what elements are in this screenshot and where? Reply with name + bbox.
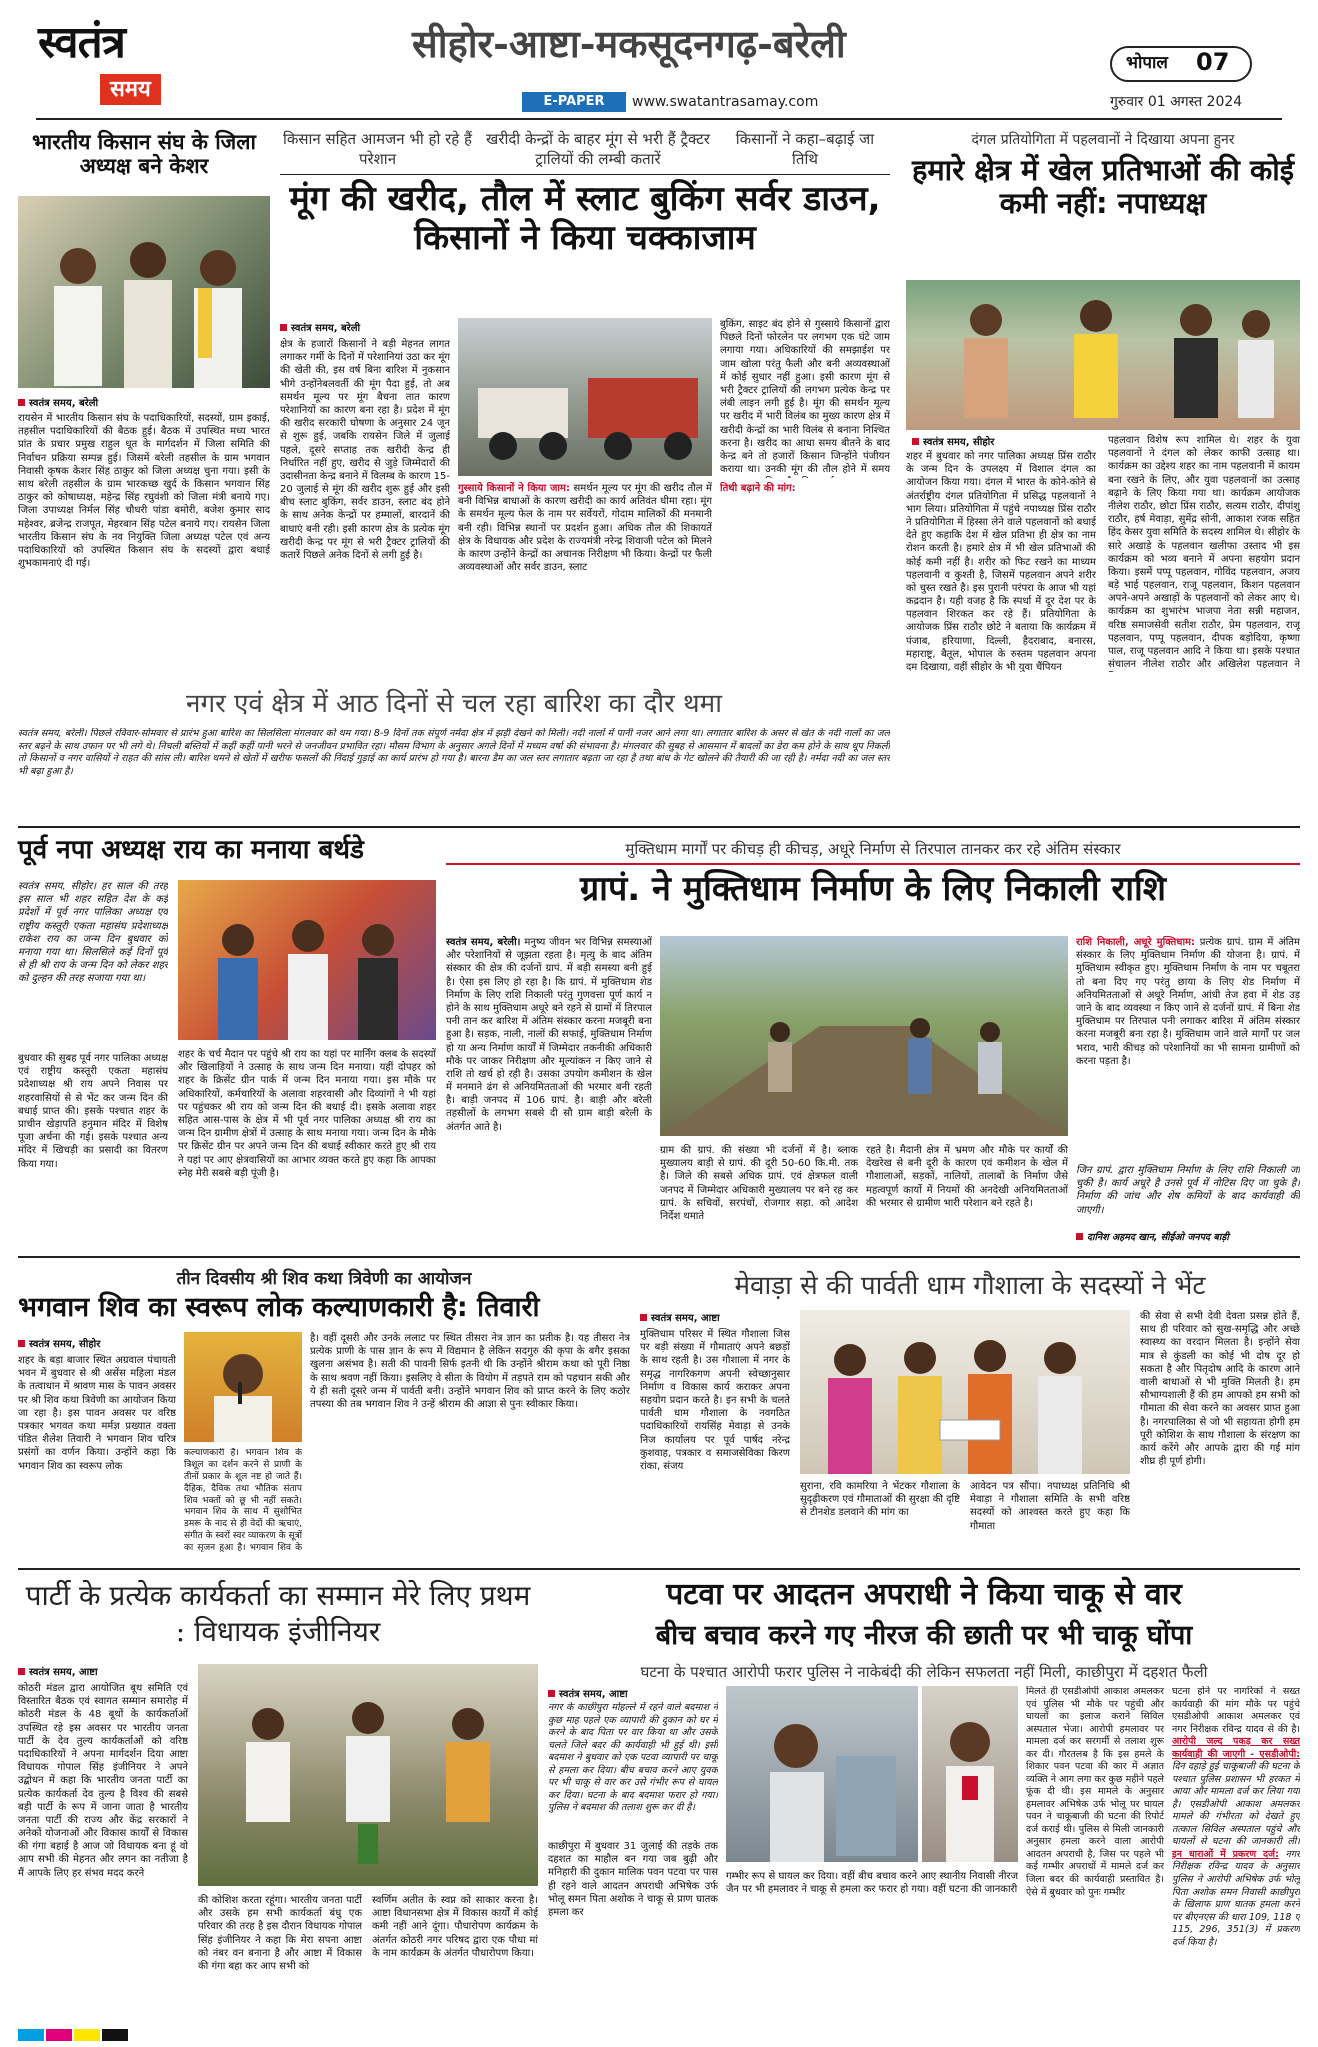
- intro: नगर के काछीपुरा मोहल्ले में रहने वाले बदमाश ने कुछ माह पहले एक व्यापारी की दुकान को घर में करने के बाद पिता पर वार किया था और उसके चलते जिले बदर की कार्यवाही भी हुई थी। इसी बदमाश ने बुधवार को एक पटवा व्यापारी पर चाकू से हमला कर दिया। बीच बचाव करने आए युवक पर भी चाकू से वार कर उसे गंभीर रूप से घायल कर दिया। घटना के बाद बदमाश फरार हो गया। पुलिस ने बदमाश की तलाश शुरू कर दी है।: [548, 1702, 718, 1814]
- column-4b-text: दिन दहाड़े हुई चाकूबाजी की घटना के पश्चात पुलिस प्रशासन भी हरकत में आया और मामला दर्ज कर लिया गया है। एसडीओपी आकाश अमलकर मामले की गंभीरता को देखते हुए तत्काल सिविल अस्पताल पहुंचे और घायलों से घटना की जानकारी ली।: [1172, 1761, 1300, 1848]
- column-2: पहलवान विशेष रूप शामिल थे। शहर के युवा पहलवानों ने दंगल को लेकर काफी उत्साह था। कार्यक्रम का उद्देश्य शहर का नाम पहलवानी में कायम बना रखने के लिए, और युवा पहलवानों का उत्साह बढ़ाने के लिए किया गया था। कार्यक्रम आयोजक नीलेश राठौर, छोटा प्रिंस राठौर, सत्यम राठौर, दीपांशु राठौर, हर्ष मेवाड़ा, सुमेंद्र सोनी, आकाश रजक सहित हिंद केसर युवा समिति के सदस्य शामिल थे। सीहोर के सारे अखाड़े के पहलवान खलीफा उस्ताद भी इस कार्यक्रम को भव्य बनाने में अपना सहयोग प्रदान किया। इसमें पप्पू पहलवान, गोविंद पहलवान, अजय बड़े भाई पहलवान, राजू पहलवान, किशन पहलवान अपने-अपने अखाड़ों के पहलवानों को लेकर आए थे। कार्यक्रम का शुभारंभ भाजपा नेता सन्नी महाजन, वरिष्ठ समाजसेवी सतीश राठौर, प्रेम पहलवान, राजू पहलवान, पप्पू पहलवान, दीपक बड़ोदिया, कृष्णा पाल, राजू पहलवान आदि ने किया था। इसके पश्चात संचालन नीलेश राठौर और अखिलेश पहलवान ने: [1108, 435, 1300, 671]
- official-quote: जिन ग्रापं. द्वारा मुक्तिधाम निर्माण के लिए राशि निकाली जा चुकी है। कार्य अधूरे है उनसे पूर्व में नोटिस दिए जा चुके है। निर्माण की जांच और शेष कमियों के बाद कार्यवाही की जाएगी।: [1076, 1165, 1300, 1216]
- byline: स्वतंत्र समय, सीहोर: [18, 1336, 100, 1350]
- headline: ग्रापं. ने मुक्तिधाम निर्माण के लिए निकाली राशि: [580, 869, 1166, 909]
- byline: स्वतंत्र समय, बरेली: [18, 395, 98, 409]
- headline: पार्टी के प्रत्येक कार्यकर्ता का सम्मान मेरे लिए प्रथम : विधायक इंजीनियर: [25, 1579, 531, 1649]
- column-3-heading: तिथी बढ़ाने की मांग:: [720, 483, 796, 494]
- speaker-illustration: [184, 1332, 302, 1442]
- photo-tractors: [458, 318, 712, 476]
- headline-line-1: पटवा पर आदतन अपराधी ने किया चाकू से वार: [666, 1577, 1182, 1612]
- photo-victim: [922, 1686, 1018, 1862]
- subhead-3: किसानों ने कहा–बढ़ाई जा तिथि: [735, 130, 875, 168]
- plantation-illustration: [198, 1664, 538, 1886]
- subhead-rule: [280, 174, 890, 175]
- story-shiv-katha: [18, 1266, 630, 1556]
- column-2: गम्भीर रूप से घायल कर दिया। वहीं बीच बचाव करने आए स्थानीय निवासी नीरज जैन पर भी हमलावर ने चाकू से हमला कर फरार हो गया। वहीं घटना की जानकारी: [726, 1871, 1018, 1896]
- headline: भगवान शिव का स्वरूप लोक कल्याणकारी है: तिवारी: [18, 1292, 540, 1323]
- story-kisan-sangh: [18, 130, 270, 678]
- photo-shiv-katha: [184, 1332, 302, 1442]
- photo-karyakarta: [198, 1664, 538, 1886]
- story-dangal: [906, 130, 1300, 678]
- byline: स्वतंत्र समय, आष्टा: [548, 1686, 628, 1700]
- column-2: शहर के चर्च मैदान पर पहुंचे श्री राय का यहां पर मार्निंग क्लब के सदस्यों और खिलाड़ियों ने उत्साह के साथ जन्म दिन मनाया। यहीं दोपहर को शहर के क्रिसेंट ग्रीन पार्क में जन्म दिन मनाया गया। इस मौके पर अधिकारियों, कर्मचारियों के अलावा शहरवासी और दिव्यांगों ने भी यहां पर पहुंचकर श्री राय को जन्म दिन की बधाई दी। इसके अलावा शहर सहित आस-पास के क्षेत्र में भी पूर्व नगर पालिका अध्यक्ष श्री राय का जन्म दिन ग्रामीण क्षेत्रों में उत्साह के साथ मनाया गया। जन्म दिन के मौके पर क्रिसेंट ग्रीन पर अपने जन्म दिन की बधाई स्वीकार करते हुए श्री राय ने यहां पर आए क्षेत्रवासियों का आभार व्यक्त करते हुए कहा कि आपका स्नेह मेरी सबसे बड़ी पूंजी है।: [178, 1049, 436, 1179]
- body: स्वतंत्र समय, बरेली। पिछले रविवार-सोमवार से प्रारंभ हुआ बारिश का सिलसिला मंगलवार को थम गया। 8-9 दिनों तक संपूर्ण नर्मदा क्षेत्र में झड़ी देखने को मिली। नदी नालों में पानी नजर आने लगा था। लगातार बारिश के असर से खेत के नदी नालों का जल स्तर बढ़ने के साथ उफान पर भी लगे थे। निचली बस्तियों में कहीं कहीं पानी भरने से जनजीवन प्रभावित रहा। मौसम विभाग के अनुसार अगले दिनों में मध्यम वर्षा की संभावना है। मंगलवार की सुबह से आसमान में बादलों का डेरा कम होने के साथ धूप निकली तो किसानों व नगर वासियों ने राहत की सांस ली। बारिश थमने से खेतों में खरीफ फसलों की निंदाई गुड़ाई का कार्य प्रारंभ हो गया है। बारना डैम का जल स्तर लगातार बढ़ता जा रहा है तथा बांध के गेट खोलने की तैयारी की जा रही है। नर्मदा नदी का जल स्तर भी बढ़ा हुआ है।: [18, 728, 890, 777]
- column-2: ग्राम की ग्रापं. की संख्या भी दर्जनों में है। ब्लाक मुख्यालय बाड़ी से ग्रापं. की दूरी 50-60 कि.मी. तक है। जिले की सबसे अधिक ग्रापं. एवं क्षेत्रफल वाली जनपद में जिम्मेदार अधिकारी मुख्यालय पर बने रह कर ग्रापं. के सचिवों, सरपंचों, रोजगार सहा. को आदेश निर्देश थमाते: [660, 1145, 858, 1222]
- column-3: बुकिंग, साइट बंद होने से गुस्साये किसानों द्वारा पिछले दिनों फोरलेन पर लगभग एक घंटे जाम लगाया गया। अधिकारियों की समझाईश पर जाम खोला परंतु फैली और बनी अव्यवस्थाओं में कोई सुधार नहीं हुआ। इसी कारण मूंग से भरी ट्रैक्टर ट्रालियों की लगभग प्रत्येक केन्द्र पर लंबी लाइन लगी हुई है। मूंग की समर्थन मूल्य पर खरीद में भारी विलंब का मुख्य कारण क्षेत्र में खरीदी केन्द्रों का भारी विलंब से बनाना निश्चित करना है। खरीद का आधा समय बीतने के बाद केन्द्र बने तो हजारों किसान जिन्होंने पंजीयन कराया था। उनकी मूंग की तौल होने में समय: [720, 319, 890, 476]
- photo-muktidham: [660, 936, 1068, 1136]
- headline-line-2: बीच बचाव करने गए नीरज की छाती पर भी चाकू घोंपा: [655, 1620, 1193, 1651]
- photo-kisan-sangh: [18, 196, 270, 388]
- headline: मूंग की खरीद, तौल में स्लाट बुकिंग सर्वर डाउन, किसानों ने किया चक्काजाम: [289, 179, 881, 259]
- section-rule-2: [18, 1256, 1300, 1258]
- column-3: रहते है। मैदानी क्षेत्र में भ्रमण और मौके पर कार्यों की देखरेख से बनी दूरी के कारण एवं कमीशन के खेल में गौशालाओं, सड़कों, नालियों, तालाबों के निर्माण जैसे महत्वपूर्ण कार्यो में नियमों की अनदेखी अनियमितताओं की भरमार से ग्रामीण भारी परेशान बने रहते है।: [866, 1145, 1068, 1209]
- column-3b: [720, 482, 890, 674]
- masthead-rule: [36, 118, 1282, 120]
- column-4: [1172, 1686, 1300, 1994]
- byline: स्वतंत्र समय, आष्टा: [18, 1664, 98, 1678]
- logo-line-2: समय: [100, 74, 161, 105]
- story-moong: [280, 130, 890, 678]
- logo-line-1: स्वतंत्र: [38, 17, 125, 68]
- photo-gaushala: [800, 1310, 1130, 1474]
- column-4-heading: आरोपी जल्द पकड़ कर सख्त कार्यवाही की जाएगी - एसडीओपी:: [1172, 1736, 1300, 1760]
- column-4-heading-2: इन धाराओं में प्रकरण दर्ज:: [1172, 1848, 1279, 1860]
- headline: हमारे क्षेत्र में खेल प्रतिभाओं की कोई कमी नहीं: नपाध्यक्ष: [911, 153, 1295, 221]
- wrestlers-illustration: [906, 280, 1300, 430]
- story-weather: [18, 684, 890, 816]
- column-2: [458, 482, 712, 674]
- celebration-illustration: [178, 880, 436, 1040]
- subhead-2: खरीदी केन्द्रों के बाहर मूंग से भरी हैं ट्रैक्टर ट्रालियों की लम्बी कतारें: [486, 130, 710, 168]
- column-1: कोठरी मंडल द्वारा आयोजित बूथ समिति एवं विस्तारित बैठक एवं स्वागत सम्मान समारोह में कोठरी मंडल के 48 बूथों के कार्यकर्ताओं उपस्थित रहे इस अवसर पर भारतीय जनता पार्टी के देव तुल्य कार्यकर्ताओं को वरिष्ठ पदाधिकारियों ने अपना मार्गदर्शन दिया आष्टा विधायक गोपाल सिंह इंजीनियर ने अपने उद्बोधन में कहा कि भारतीय जनता पार्टी का प्रत्येक कार्यकर्ता देव तुल्य है विश्व की सबसे बड़ी पार्टी के रूप में जाना जाता है भारतीय जनता पार्टी की राज्य और केंद्र सरकारों ने अनेकों योजनाओं और विकास कार्यों से विकास की गंगा बहाई है आज जो विधायक बना हूं वो आप सभी की मेहनत और लगन का नतीजा है मैं आपके लिए हर संभव मदद करने: [18, 1683, 188, 1879]
- column-2: की कोशिश करता रहूंगा। भारतीय जनता पार्टी और उसके हम सभी कार्यकर्ता बंधु एक परिवार की तरह है इस दौरान विधायक गोपाल सिंह इंजीनियर ने कहा कि मेरा सपना आष्टा को नंबर वन बनाना है और आष्टा में विकास की गंगा बहा कर आप सभी को: [198, 1895, 362, 1972]
- quote-credit: दानिश अहमद खान, सीईओ जनपद बाड़ी: [1076, 1230, 1300, 1243]
- headline: मेवाड़ा से की पार्वती धाम गौशाला के सदस्यों ने भेंट: [734, 1271, 1206, 1301]
- muddy-path-illustration: [660, 936, 1068, 1136]
- section-rule-3: [18, 1568, 1300, 1570]
- story-gaushala: [640, 1266, 1300, 1556]
- byline: स्वतंत्र समय, सीहोर: [912, 434, 994, 448]
- city-badge: [1110, 46, 1252, 82]
- kicker: दंगल प्रतियोगिता में पहलवानों ने दिखाया अपना हुनर: [971, 132, 1235, 148]
- photo-birthday: [178, 880, 436, 1040]
- story-birthday: [18, 836, 436, 1336]
- byline: स्वतंत्र समय, बरेली।: [446, 937, 521, 948]
- body: रायसेन में भारतीय किसान संघ के पदाधिकारियों, सदस्यों, ग्राम इकाई, तहसील पदाधिकारियों की बैठक हुई। बैठक में उपस्थित मध्य भारत प्रांत के प्रचार प्रमुख राहुल धूत के मार्गदर्शन में जिला समिति की निर्वाचन प्रक्रिया सम्पन्न हुई। जिसमें बरेली तहसील के ग्राम भगवान निवासी कृषक केशर सिंह ठाकुर को जिला अध्यक्ष चुना गया। इसी के साथ बरेली तहसील के ग्राम भारकच्छ खुर्द के किसान भगवान सिंह ठाकुर को कोषाध्यक्ष, महेन्द्र सिंह रघुवंशी को जिला मंत्री बनाये गए। जिला उपाध्यक्ष निर्मल सिंह चौधरी पांडा बमोरी, बजेश कुमार साद महेश्वर, ब्रजेन्द्र राजपूत, मेहरबान सिंह पटेल बनाये गए। रायसेन जिला भारतीय किसान संघ के नव नियुक्ति जिला अध्यक्ष पटेल एवं अन्य पदाधिकारियों को उपस्थित किसान संघ के सदस्यों द्वारा बधाई शुभकामनाएं दी गई।: [18, 413, 270, 570]
- issue-date: गुरुवार 01 अगस्त 2024: [1110, 94, 1243, 110]
- column-3: आवेदन पत्र सौंपा। नपाध्यक्ष प्रतिनिधि श्री मेवाड़ा ने गौशाला समिति के सभी वरिष्ठ सदस्यों को आश्वस्त करते हुए कहा कि गौमाता: [970, 1481, 1130, 1532]
- section-rule-1: [18, 826, 1300, 828]
- column-4-text: घटना होने पर नागरिकों ने सख्त कार्यवाही की मांग मौके पर पहुंचे एसडीओपी आकाश अमलकर एवं नगर निरीक्षक रविन्द्र यादव से की है।: [1172, 1686, 1300, 1735]
- intro: स्वतंत्र समय, सीहोर। हर साल की तरह इस साल भी शहर सहित देश के कई प्रदेशों में पूर्व नगर पालिका अध्यक्ष एवं राष्ट्रीय कस्तूरी एकता महासंघ प्रदेशाध्यक्ष राकेश राय का जन्म दिन बुधवार को मनाया गया था। सिलसिले कई दिनों पूर्व से ही श्री राय के जन्म दिन को लेकर शहर को दुल्हन की तरह सजाया गया था।: [18, 881, 168, 985]
- subhead-1: किसान सहित आमजन भी हो रहे हैं परेशान: [282, 130, 472, 168]
- color-registration-bar: [18, 2026, 1300, 2040]
- headline: पूर्व नपा अध्यक्ष राय का मनाया बर्थडे: [18, 835, 364, 865]
- column-1: क्षेत्र के हजारों किसानों ने बड़ी मेहनत लागत लगाकर गर्मी के दिनों में परेशानियां उठा कर मूंग की खेती की, इस वर्ष बिना बारिश में नुकसान भीगे उन्होंनेबलवर्ती की मूंग पैदा हुई, तो अब समर्थन मूल्य पर मूंग बैचना तात कारण परेशानियों का कारण बना रहा है। प्रदेश में मूंग की खरीद सरकारी घोषणा के अनुसार 24 जून से शुरू हुई, जबकि रायसेन जिले में जुलाई पहले, दूसरे सप्ताह तक खरीदी केन्द्र ही निर्धारित नहीं हुए, खरीद से जुड़े जिम्मेदारों की उदासीनता केन्द्र बनाने में विलम्ब के कारण 15-20 जुलाई से मूंग की खरीद शुरू हुई और इसी बीच स्लाट बुकिंग, सर्वर डाउन, स्लाट बंद होने के साथ अनेक केन्द्रों पर हम्मालों, बारदानें की बाधाएं बनी रही। इसी कारण क्षेत्र के प्रत्येक मूंग खरीदी केन्द्र पर मूंग से भरी ट्रैक्टर ट्रालियों की कतारें पिछले अनेक दिनों से लगी हुई है।: [280, 339, 450, 561]
- masthead: [0, 0, 1318, 118]
- column-2-text: समर्थन मूल्य पर मूंग की खरीद तौल में बनी विभिन्न बाधाओं के कारण खरीदी का कार्य अतिवंत धीमा रहा। मूंग के समर्थन मूल्य फेल के नाम पर सर्वेयरों, गोदाम मालिकों की मनमानी बनी रही। विभिन्न स्थानों पर प्रदर्शन हुआ। अधिक तौल की शिकायतें क्षेत्र के विधायक और प्रदेश के राज्यमंत्री नरेन्द्र शिवाजी पटेल को मिलने के कारण उन्होंने केन्द्रों का अचानक निरीक्षण भी किया। केन्द्रों पर फैली अव्यवस्थाओं और सर्वर डाउन, स्लाट: [458, 483, 712, 574]
- column-4: [1076, 936, 1300, 1158]
- epaper-label: E-PAPER: [522, 92, 626, 112]
- injured-man-illustration: [726, 1686, 918, 1862]
- column-4: की सेवा से सभी देवी देवता प्रसन्न होते हैं, साथ ही परिवार को सुख-समृद्धि और अच्छे स्वास्थ्य का वरदान मिलता है। इन्होंने सेवा मात्र से कुंडली का कोई भी दोष दूर हो सकता है और पितृदोष आदि के कारण आने वाली बाधाओं से भी मुक्ति मिलती है। हम सौभाग्यशाली हैं की हम आपको हम सभी को गौमाता की सेवा करने का अवसर प्राप्त हुआ है। नगरपालिका से जो भी सहायता होगी हम पूरी कोशिश के साथ गौशाला के संरक्षण का कार्य करेंगे और आपके द्वारा की गई मांग शीघ्र ही पूर्ण होगी।: [1140, 1311, 1300, 1468]
- column-3: है। वहीं दूसरी और उनके ललाट पर स्थित तीसरा नेत्र ज्ञान का प्रतीक है। यह तीसरा नेत्र प्रत्येक प्राणी के पास ज्ञान के रूप में विद्यमान है लेकिन सदगुरु की कृपा के बगैर इसका खुलना असंभव है। सती की पावनी सिर्फ इतनी थी कि उन्होंने श्रीराम कथा को पूरी निष्ठा के साथ श्रवण नहीं किया। इसलिए वे सीता के वियोग में तड़पते राम को पहचान सकी और ये ही सती दूसरे जन्म में पार्वती बनी। उन्होंने भगवान शिव को प्राप्त करने के लिए कठोर तपस्या की तब भगवान शिव ने उन्हें श्रीराम की आज्ञा से पुनः स्वीकार किया।: [310, 1333, 630, 1410]
- tractor-queue-illustration: [458, 318, 712, 476]
- headline: भारतीय किसान संघ के जिला अध्यक्ष बने केशर: [32, 130, 256, 179]
- byline: स्वतंत्र समय, बरेली: [280, 320, 360, 334]
- byline: स्वतंत्र समय, आष्टा: [640, 1310, 720, 1324]
- subhead: घटना के पश्चात आरोपी फरार पुलिस ने नाकेबंदी की लेकिन सफलता नहीं मिली, काछीपुरा में दहशत फैली: [640, 1663, 1208, 1681]
- website-link[interactable]: www.swatantrasamay.com: [632, 94, 819, 110]
- column-2: सुराना, रवि कामरिया ने भेंटकर गौशाला के सुदृढ़ीकरण एवं गौमाताओं की सुरक्षा की दृष्टि से टीनशेड डलवाने की मांग का: [800, 1481, 960, 1519]
- column-1: मुक्तिधाम परिसर में स्थित गौशाला जिस पर बड़ी संख्या में गौमाताएं अपने बछड़ों के साथ रहती है। उस गौशाला में नगर के समृद्ध नागरिकगण अपनी स्वेच्छानुसार निर्माण व विकास कार्य कराकर अपना सहयोग प्रदान करते है। इन सभी के चलते पार्वती धाम गौशाला के नवगठित पदाधिकारियों रायसिंह मेवाड़ा से उनके निज कार्यालय पर पूर्व पार्षद नरेन्द्र कुशवाह, पत्रकार व समाजसेविका किरण रांका, संजय: [640, 1329, 790, 1472]
- story-muktidham: [446, 836, 1300, 1336]
- column-2-heading: गुस्साये किसानों ने किया जाम:: [458, 483, 570, 494]
- column-2: कल्याणकारी है। भगवान शिव के त्रिशूल का दर्शन करने से प्राणी के तीनों प्रकार के शूल नष्ट हो जाते हैं। दैहिक, दैविक तथा भौतिक संताप शिव भक्तों को छू भी नहीं सकते। भगवान शिव के साथ में सुशोभित डमरू के नाद से ही वेदों की ऋचाएं, संगीत के स्वरों स्वर व्याकरण के सूत्रों का सृजन हुआ है। भगवान शिव के: [184, 1448, 302, 1552]
- meeting-illustration: [800, 1310, 1130, 1474]
- photo-injured: [726, 1686, 918, 1862]
- kicker: तीन दिवसीय श्री शिव कथा त्रिवेणी का आयोजन: [176, 1269, 472, 1289]
- column-1: शहर में बुधवार को नगर पालिका अध्यक्ष प्रिंस राठौर के जन्म दिन के उपलक्ष्य में विशाल दंगल का आयोजन किया गया। दंगल में भारत के कोने-कोने से अंतर्राष्ट्रीय दंगल प्रतियोगिता में प्रसिद्ध पहलवानों ने भाग लिया। प्रतियोगिता में पहुंचे नपाध्यक्ष प्रिंस राठौर ने प्रतियोगिता में हिस्सा लेने वाले पहलवानों को बधाई देते हुए कहाकि देश में खेल प्रतिभा ही क्षेत्र का नाम रोशन करती है। हमारे क्षेत्र में भी खेल प्रतिभाओं की कोई कमी नहीं है। शरीर को फिट रखने का माध्यम पहलवानी व कुश्ती है, जिसमें पहलवान अपने शरीर को चुस्त रखते है। इस पुरानी परंपरा के आज भी यहां कद्रदान है। यही वजह है कि स्पर्धा में दूर देश पर के पहलवान शिरकत कर रहे हैं। प्रतियोगिता के आयोजक प्रिंस राठौर छोटे ने बताया कि कार्यक्रम में पंजाब, हरियाणा, दिल्ली, हैदराबाद, बनारस, महाराष्ट्र, बैतूल, भोपाल के रुस्तम पहलवान अपना दम दिखाया, वहीं सीहोर के भी युवा चैंपियन: [906, 451, 1096, 672]
- page-number: 07: [1196, 48, 1230, 76]
- headline: नगर एवं क्षेत्र में आठ दिनों से चल रहा बारिश का दौर थमा: [186, 689, 722, 719]
- story-karyakarta: [18, 1578, 538, 1998]
- column-3: स्वर्णिम अतीत के स्वप्न को साकार करना है। आष्टा विधानसभा क्षेत्र में विकास कार्यों में कोई कमी नहीं आने दूंगा। पौधारोपण कार्यक्रम के अंतर्गत कोठरी नगर परिषद द्वारा एक पौधा मां के नाम कार्यक्रम के अंतर्गत पौधारोपण किया।: [372, 1895, 538, 1959]
- city-name: भोपाल: [1126, 53, 1168, 73]
- column-1: [446, 936, 652, 1248]
- photo-dangal: [906, 280, 1300, 430]
- column-4-text: प्रत्येक ग्रापं. ग्राम में अंतिम संस्कार के लिए मुक्तिधाम निर्माण की योजना है। ग्रापं. में मुक्तिधाम स्वीकृत हुए। मुक्तिधाम निर्माण के नाम पर चबूतरा तो बना दिए गए परंतु छाया के लिए शेड निर्माण में अनियमितताओं से अधूरे निर्माण, आंधी तेज हवा में शेड उड़ जाने के बाद व्यवस्था न किए जाने से दर्जनों ग्रापं. में बिना शेड मुक्तिधाम पर तिरपाल पनी लगाकर बारिश में अंतिम संस्कार करना मजबूरी बना रहा है। मुक्तिधाम जाने वाले मार्गों पर जल भराव, भारी कीचड़ को परेशानियों का भी सामना ग्रामीणों को करना पड़ता है।: [1076, 937, 1300, 1067]
- column-4-heading: राशि निकाली, अधूरे मुक्तिधाम:: [1076, 937, 1196, 948]
- edition-title: सीहोर-आष्टा-मकसूदनगढ़-बरेली: [412, 21, 846, 66]
- column-1: शहर के बड़ा बाजार स्थित अग्रवाल पंचायती भवन में बुधवार से श्री असेंस महिला मंडल के तत्वाधान में श्रावण मास के पावन अवसर पर श्री शिव कथा त्रिवेणी का आयोजन किया जा रहा है। इस पावन अवसर पर वरिष्ठ पत्रकार भगवत कथा मर्मज्ञ प्रख्यात वक्ता पंडित शैलेश तिवारी ने भगवान शिव चरित्र प्रसंगों का वर्णन किया। उन्होंने कहा कि भगवान शिव का स्वरूप लोक: [18, 1355, 176, 1472]
- column-1: काछीपुरा में बुधवार 31 जुलाई की तड़के तक दहशत का माहौल बन गया जब बुढ़ी और मनिहारी की दुकान मालिक पवन पटवा पर पास ही रहने वाले आदतन अपराधी अभिषेक उर्फ भोलू समन पिता अशोक ने चाकू से प्राण घातक हमला कर: [548, 1841, 718, 1918]
- column-1: बुधवार की सुबह पूर्व नगर पालिका अध्यक्ष एवं राष्ट्रीय कस्तूरी एकता महासंघ प्रदेशाध्यक्ष श्री राय अपने निवास पर शहरवासियों से से भेंट कर जन्म दिन की बधाई प्राप्त की। इसके पश्चात शहर के प्राचीन खेड़ापति हनुमान मंदिर में विशेष पूजा अर्चना की गई। इसके पश्चात अन्य मंदिर में खिचड़ी का प्रसादी का वितरण किया गया।: [18, 1053, 168, 1170]
- story-chaku: [548, 1578, 1300, 1998]
- column-3: मिलते ही एसडीओपी आकाश अमलकर एवं पुलिस भी मौके पर पहुंची और घायलों का इलाज कराने सिविल अस्पताल भेजा। आरोपी हमलावर पर मामला दर्ज कर सरगर्मी से तलाश शुरू कर दी। गौरतलब है कि इस हमले के शिकार पवन पटवा की कार में अज्ञात व्यक्ति ने आग लगा कर कुछ महीने पहले फूंक दी थी। इस मामले के अनुसार हमलावर अभिषेक उर्फ भोलू पर घायल पवन ने चाकूबाजी की घटना की रिपोर्ट दर्ज कराई थी। पुलिस से मिली जानकारी अनुसार हमला करने वाला आरोपी आदतन अपराधी है, जिस पर पहले भी कई गम्भीर अपराधों में मामले दर्ज कर जिला बदर की कार्यवाही प्रस्तावित है। ऐसे में बुधवार को पुनः गम्भीर: [1026, 1686, 1164, 1898]
- victim-illustration: [922, 1686, 1018, 1862]
- column-4c-text: नगर निरीक्षक रविन्द्र यादव के अनुसार पुलिस ने आरोपी अभिषेक उर्फ भोलू पिता अशोक समन निवासी काछीपुरा के खिलाफ प्राण घातक हमला करने पर बीएनएस की धारा 109, 118 ए 115, 296, 351(3) में प्रकरण दर्ज किया है।: [1172, 1848, 1300, 1948]
- column-1-text: मनुष्य जीवन भर विभिन्न समस्याओं और परेशानियों से जूझता रहता है। मृत्यु के बाद अंतिम संस्कार की क्षेत्र की दर्जनों ग्रापं. में बड़ी समस्या बनी हुई है। ऐसा इस लिए हो रहा है। कि ग्रापं. में मुक्तिधाम शेड निर्माण के लिए राशि निकाली परंतु गुणवत्ता पूर्ण कार्य न होने के साथ मुक्तिधाम अधूरे बने रहने से ग्रामों में तिरपाल पनी तान कर बारिश में अंतिम संस्कार करना मजबूरी बना हुआ है। सड़क, नाली, नालों की सफाई, मुक्तिधाम निर्माण हो या अन्य निर्माण कार्यों में जिम्मेदार तकनीकी अधिकारी मौके पर जाकर निरीक्षण और मूल्यांकन न किए जाने से राशि तो खर्च हो रही है। उसका उपयोग कमीशन के खेल में मनमाने ढंग से अनियमितताओं की भरमार बनी रहती है। बाड़ी जनपद में 106 ग्रापं. है। बाड़ी और बरेली तहसीलों के लगभग सबसे दी सौ ग्राम बाड़ी बरेली के अंतर्गत आते है।: [446, 937, 652, 1133]
- kicker: मुक्तिधाम मार्गों पर कीचड़ ही कीचड़, अधूरे निर्माण से तिरपाल तानकर कर रहे अंतिम संस्कार: [446, 836, 1300, 865]
- people-group-illustration: [18, 196, 270, 388]
